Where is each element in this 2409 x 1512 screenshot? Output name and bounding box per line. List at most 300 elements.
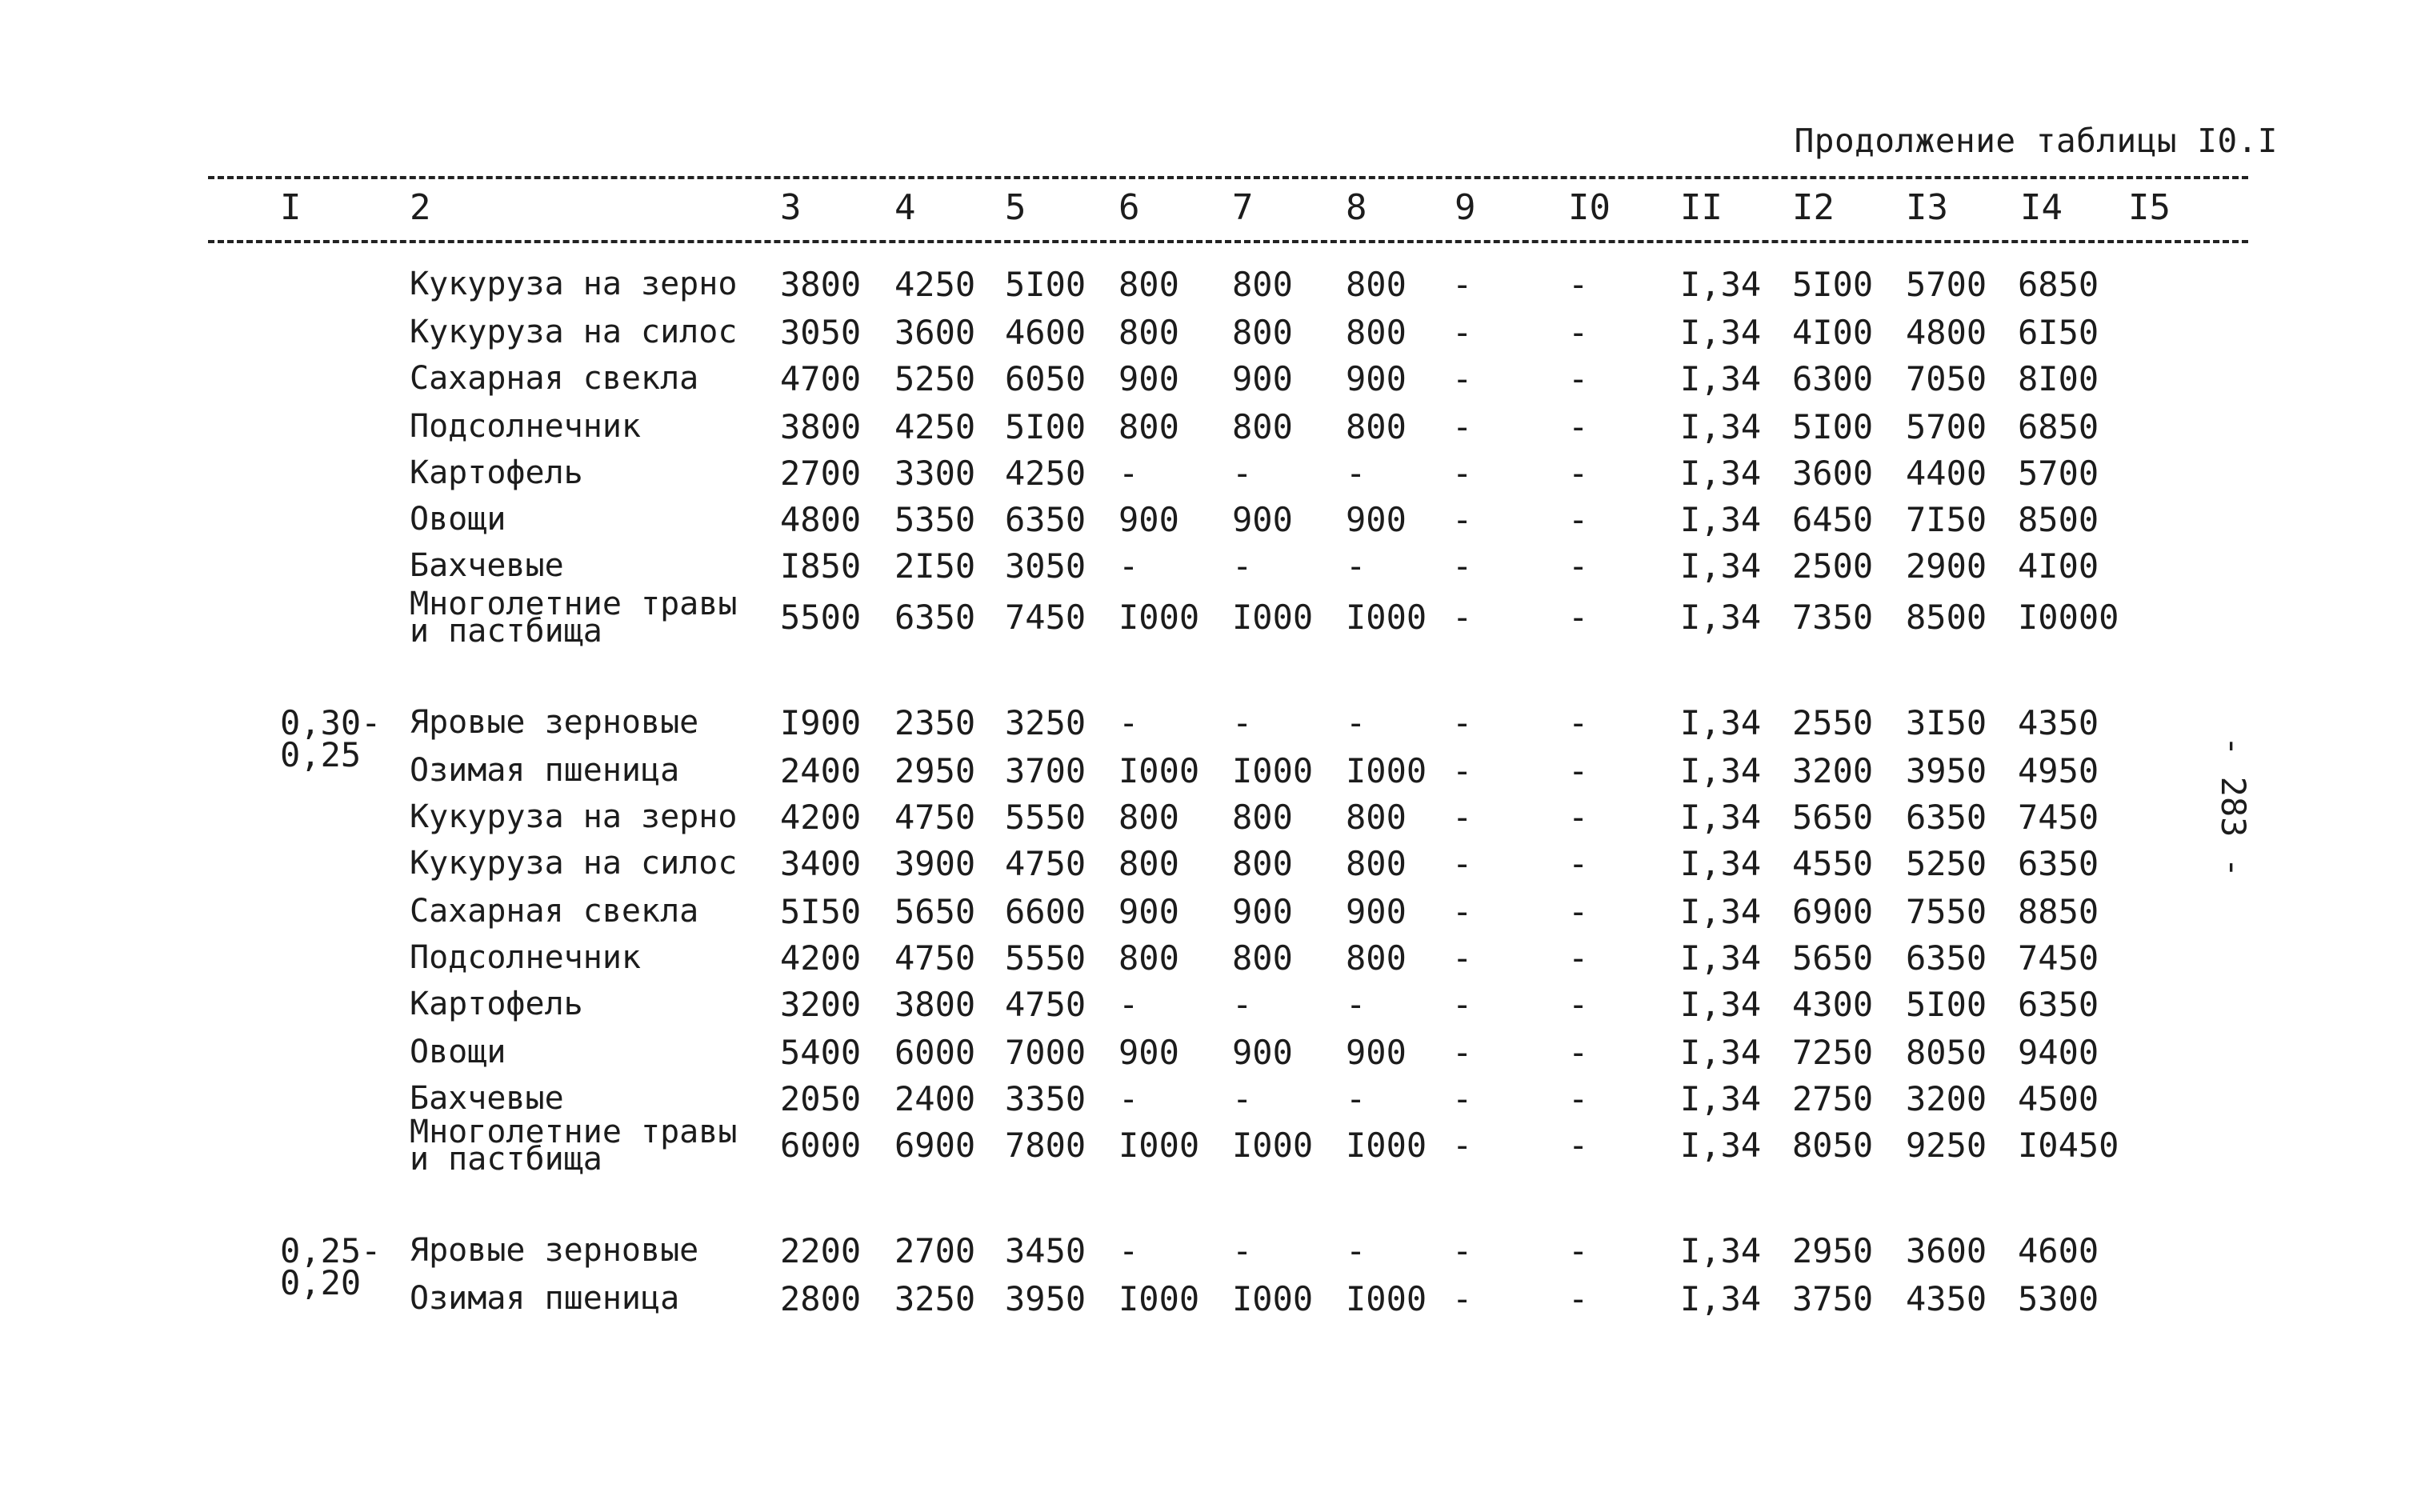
cell-col-11: I,34 (1680, 454, 1762, 493)
cell-col-6: 800 (1118, 265, 1179, 304)
table-caption: Продолжение таблицы I0.I (1794, 122, 2278, 160)
cell-col-8: 900 (1346, 359, 1407, 398)
cell-col-14: 6850 (2018, 265, 2099, 304)
cell-col-5: 7450 (1005, 598, 1086, 637)
cell-col-4: 2700 (894, 1231, 976, 1270)
cell-col-3: 5400 (780, 1033, 862, 1072)
cell-col-12: 7350 (1792, 598, 1874, 637)
cell-col-13: 3I50 (1906, 703, 1987, 742)
cell-col-6: I000 (1118, 598, 1200, 637)
group-label-line: 0,25 (280, 735, 362, 774)
cell-col-6: - (1118, 454, 1139, 493)
cell-col-3: 4200 (780, 798, 862, 837)
cell-col-11: I,34 (1680, 1033, 1762, 1072)
cell-col-7: 800 (1232, 407, 1293, 446)
cell-col-10: - (1568, 1279, 1589, 1318)
cell-col-9: - (1452, 1126, 1473, 1165)
cell-col-12: 6300 (1792, 359, 1874, 398)
column-header-4: 4 (894, 187, 916, 228)
cell-col-14: 5300 (2018, 1279, 2099, 1318)
cell-col-6: I000 (1118, 751, 1200, 790)
cell-col-3: 3800 (780, 265, 862, 304)
cell-col-11: I,34 (1680, 359, 1762, 398)
crop-name-line: Картофель (410, 454, 583, 491)
cell-col-12: 5650 (1792, 798, 1874, 837)
crop-name-line: Овощи (410, 501, 506, 538)
group-label-line: 0,20 (280, 1263, 362, 1302)
cell-col-3: 5500 (780, 598, 862, 637)
cell-col-10: - (1568, 892, 1589, 931)
cell-col-9: - (1452, 892, 1473, 931)
crop-name (410, 1280, 680, 1317)
cell-col-11: I,34 (1680, 546, 1762, 586)
cell-col-12: 4300 (1792, 985, 1874, 1024)
cell-col-8: I000 (1346, 598, 1427, 637)
cell-col-11: I,34 (1680, 892, 1762, 931)
crop-name-line: и пастбища (410, 613, 602, 650)
crop-name (410, 752, 680, 789)
cell-col-8: - (1346, 1231, 1367, 1270)
crop-name-line: Подсолнечник (410, 939, 641, 976)
crop-name-line: Яровые зерновые (410, 1232, 699, 1269)
cell-col-5: 4750 (1005, 844, 1086, 883)
cell-col-14: 7450 (2018, 798, 2099, 837)
cell-col-10: - (1568, 359, 1589, 398)
cell-col-8: 800 (1346, 265, 1407, 304)
group-label-line: 0,25- (280, 1231, 382, 1270)
cell-col-10: - (1568, 1079, 1589, 1118)
cell-col-8: I000 (1346, 751, 1427, 790)
cell-col-12: 2550 (1792, 703, 1874, 742)
crop-name-line: Многолетние травы (410, 1114, 738, 1150)
cell-col-6: 900 (1118, 500, 1179, 539)
crop-name (410, 586, 738, 650)
cell-col-6: - (1118, 985, 1139, 1024)
cell-col-13: 5700 (1906, 407, 1987, 446)
cell-col-14: I0450 (2018, 1126, 2119, 1165)
cell-col-7: - (1232, 703, 1253, 742)
cell-col-6: 800 (1118, 938, 1179, 978)
cell-col-10: - (1568, 844, 1589, 883)
cell-col-6: - (1118, 703, 1139, 742)
crop-name (410, 845, 738, 882)
cell-col-5: 6050 (1005, 359, 1086, 398)
cell-col-5: 5I00 (1005, 407, 1086, 446)
cell-col-12: 2950 (1792, 1231, 1874, 1270)
column-header-13: I3 (1906, 187, 1948, 228)
cell-col-14: 4600 (2018, 1231, 2099, 1270)
cell-col-13: 5I00 (1906, 985, 1987, 1024)
column-header-2: 2 (410, 187, 431, 228)
column-header-11: II (1680, 187, 1723, 228)
cell-col-6: 900 (1118, 359, 1179, 398)
cell-col-8: 900 (1346, 892, 1407, 931)
cell-col-8: I000 (1346, 1126, 1427, 1165)
cell-col-8: 900 (1346, 500, 1407, 539)
cell-col-4: 2350 (894, 703, 976, 742)
cell-col-3: 3400 (780, 844, 862, 883)
cell-col-7: I000 (1232, 1126, 1314, 1165)
cell-col-14: 6I50 (2018, 313, 2099, 352)
cell-col-5: 6350 (1005, 500, 1086, 539)
cell-col-11: I,34 (1680, 598, 1762, 637)
crop-name-line: Кукуруза на зерно (410, 266, 738, 302)
crop-name-line: Кукуруза на зерно (410, 798, 738, 835)
cell-col-14: 7450 (2018, 938, 2099, 978)
cell-col-3: 2050 (780, 1079, 862, 1118)
cell-col-5: 7000 (1005, 1033, 1086, 1072)
cell-col-14: 6350 (2018, 844, 2099, 883)
cell-col-9: - (1452, 500, 1473, 539)
cell-col-12: 5650 (1792, 938, 1874, 978)
cell-col-8: 800 (1346, 313, 1407, 352)
cell-col-10: - (1568, 703, 1589, 742)
cell-col-10: - (1568, 454, 1589, 493)
cell-col-14: 8850 (2018, 892, 2099, 931)
cell-col-13: 8050 (1906, 1033, 1987, 1072)
cell-col-12: 6450 (1792, 500, 1874, 539)
cell-col-12: 7250 (1792, 1033, 1874, 1072)
cell-col-5: 4250 (1005, 454, 1086, 493)
crop-name (410, 704, 699, 741)
cell-col-7: 800 (1232, 938, 1293, 978)
cell-col-14: I0000 (2018, 598, 2119, 637)
cell-col-9: - (1452, 703, 1473, 742)
cell-col-6: 800 (1118, 798, 1179, 837)
column-header-3: 3 (780, 187, 802, 228)
crop-name (410, 266, 738, 302)
cell-col-11: I,34 (1680, 703, 1762, 742)
crop-name-line: Сахарная свекла (410, 893, 699, 930)
crop-name (410, 1034, 506, 1070)
crop-name (410, 314, 738, 350)
cell-col-10: - (1568, 500, 1589, 539)
cell-col-13: 6350 (1906, 938, 1987, 978)
cell-col-13: 3600 (1906, 1231, 1987, 1270)
cell-col-10: - (1568, 798, 1589, 837)
cell-col-6: 800 (1118, 407, 1179, 446)
cell-col-3: 3800 (780, 407, 862, 446)
cell-col-12: 3600 (1792, 454, 1874, 493)
cell-col-10: - (1568, 751, 1589, 790)
cell-col-5: 7800 (1005, 1126, 1086, 1165)
crop-name-line: Озимая пшеница (410, 1280, 680, 1317)
cell-col-13: 6350 (1906, 798, 1987, 837)
cell-col-12: 4550 (1792, 844, 1874, 883)
cell-col-4: 5250 (894, 359, 976, 398)
cell-col-11: I,34 (1680, 1231, 1762, 1270)
cell-col-9: - (1452, 1033, 1473, 1072)
cell-col-12: 2750 (1792, 1079, 1874, 1118)
crop-name-line: Сахарная свекла (410, 360, 699, 397)
cell-col-8: 800 (1346, 938, 1407, 978)
cell-col-9: - (1452, 844, 1473, 883)
crop-name-line: Овощи (410, 1034, 506, 1070)
cell-col-11: I,34 (1680, 751, 1762, 790)
group-label-line: 0,30- (280, 703, 382, 742)
cell-col-9: - (1452, 407, 1473, 446)
cell-col-11: I,34 (1680, 313, 1762, 352)
cell-col-9: - (1452, 265, 1473, 304)
crop-name (410, 454, 583, 491)
cell-col-13: 7I50 (1906, 500, 1987, 539)
crop-name (410, 1114, 738, 1178)
cell-col-8: - (1346, 985, 1367, 1024)
crop-name (410, 893, 699, 930)
cell-col-7: 900 (1232, 359, 1293, 398)
cell-col-9: - (1452, 313, 1473, 352)
cell-col-11: I,34 (1680, 407, 1762, 446)
cell-col-9: - (1452, 1231, 1473, 1270)
cell-col-3: 3200 (780, 985, 862, 1024)
crop-name-line: Подсолнечник (410, 408, 641, 445)
cell-col-4: 2950 (894, 751, 976, 790)
cell-col-6: I000 (1118, 1126, 1200, 1165)
cell-col-5: 5I00 (1005, 265, 1086, 304)
cell-col-5: 3450 (1005, 1231, 1086, 1270)
cell-col-10: - (1568, 265, 1589, 304)
crop-name-line: Кукуруза на силос (410, 314, 738, 350)
cell-col-8: 800 (1346, 798, 1407, 837)
crop-name-line: Бахчевые (410, 1080, 564, 1117)
cell-col-7: 900 (1232, 500, 1293, 539)
cell-col-11: I,34 (1680, 1126, 1762, 1165)
crop-name-line: Многолетние травы (410, 586, 738, 622)
cell-col-3: I850 (780, 546, 862, 586)
cell-col-13: 7050 (1906, 359, 1987, 398)
cell-col-7: 800 (1232, 265, 1293, 304)
cell-col-5: 4600 (1005, 313, 1086, 352)
cell-col-12: 2500 (1792, 546, 1874, 586)
cell-col-4: 3600 (894, 313, 976, 352)
cell-col-4: 4250 (894, 407, 976, 446)
cell-col-7: 800 (1232, 844, 1293, 883)
cell-col-10: - (1568, 313, 1589, 352)
cell-col-7: 900 (1232, 892, 1293, 931)
cell-col-4: 6000 (894, 1033, 976, 1072)
cell-col-8: 800 (1346, 844, 1407, 883)
cell-col-14: 8500 (2018, 500, 2099, 539)
cell-col-11: I,34 (1680, 1279, 1762, 1318)
cell-col-12: 8050 (1792, 1126, 1874, 1165)
cell-col-12: 5I00 (1792, 407, 1874, 446)
cell-col-4: 2I50 (894, 546, 976, 586)
group-label (280, 1231, 382, 1302)
cell-col-11: I,34 (1680, 500, 1762, 539)
crop-name (410, 408, 641, 445)
cell-col-9: - (1452, 985, 1473, 1024)
cell-col-8: I000 (1346, 1279, 1427, 1318)
cell-col-6: 900 (1118, 1033, 1179, 1072)
cell-col-9: - (1452, 454, 1473, 493)
cell-col-3: 2200 (780, 1231, 862, 1270)
cell-col-3: I900 (780, 703, 862, 742)
cell-col-13: 4800 (1906, 313, 1987, 352)
cell-col-9: - (1452, 1279, 1473, 1318)
group-label (280, 703, 382, 774)
cell-col-14: 9400 (2018, 1033, 2099, 1072)
cell-col-3: 5I50 (780, 892, 862, 931)
cell-col-11: I,34 (1680, 265, 1762, 304)
cell-col-5: 5550 (1005, 938, 1086, 978)
cell-col-14: 5700 (2018, 454, 2099, 493)
cell-col-9: - (1452, 798, 1473, 837)
cell-col-8: - (1346, 454, 1367, 493)
cell-col-9: - (1452, 751, 1473, 790)
cell-col-8: 900 (1346, 1033, 1407, 1072)
column-header-9: 9 (1455, 187, 1476, 228)
cell-col-14: 6850 (2018, 407, 2099, 446)
cell-col-4: 6900 (894, 1126, 976, 1165)
cell-col-5: 3250 (1005, 703, 1086, 742)
crop-name (410, 501, 506, 538)
cell-col-4: 3300 (894, 454, 976, 493)
crop-name (410, 547, 564, 584)
cell-col-4: 5650 (894, 892, 976, 931)
cell-col-6: - (1118, 546, 1139, 586)
cell-col-13: 4400 (1906, 454, 1987, 493)
cell-col-9: - (1452, 546, 1473, 586)
column-header-15: I5 (2128, 187, 2171, 228)
crop-name (410, 939, 641, 976)
cell-col-3: 4200 (780, 938, 862, 978)
cell-col-10: - (1568, 546, 1589, 586)
cell-col-12: 5I00 (1792, 265, 1874, 304)
cell-col-4: 3900 (894, 844, 976, 883)
cell-col-5: 5550 (1005, 798, 1086, 837)
cell-col-9: - (1452, 938, 1473, 978)
cell-col-10: - (1568, 938, 1589, 978)
cell-col-4: 6350 (894, 598, 976, 637)
cell-col-8: - (1346, 1079, 1367, 1118)
cell-col-11: I,34 (1680, 1079, 1762, 1118)
cell-col-14: 4950 (2018, 751, 2099, 790)
cell-col-3: 2400 (780, 751, 862, 790)
cell-col-4: 4750 (894, 798, 976, 837)
cell-col-3: 4800 (780, 500, 862, 539)
cell-col-7: - (1232, 1079, 1253, 1118)
cell-col-8: 800 (1346, 407, 1407, 446)
cell-col-7: 800 (1232, 313, 1293, 352)
column-header-5: 5 (1005, 187, 1026, 228)
cell-col-4: 3800 (894, 985, 976, 1024)
crop-name (410, 1232, 699, 1269)
cell-col-13: 9250 (1906, 1126, 1987, 1165)
crop-name-line: Кукуруза на силос (410, 845, 738, 882)
cell-col-5: 3350 (1005, 1079, 1086, 1118)
crop-name-line: Бахчевые (410, 547, 564, 584)
cell-col-6: 900 (1118, 892, 1179, 931)
crop-name-line: Яровые зерновые (410, 704, 699, 741)
cell-col-9: - (1452, 598, 1473, 637)
cell-col-5: 3700 (1005, 751, 1086, 790)
cell-col-4: 3250 (894, 1279, 976, 1318)
cell-col-4: 4250 (894, 265, 976, 304)
cell-col-6: - (1118, 1079, 1139, 1118)
cell-col-3: 3050 (780, 313, 862, 352)
cell-col-3: 6000 (780, 1126, 862, 1165)
cell-col-7: - (1232, 454, 1253, 493)
cell-col-4: 2400 (894, 1079, 976, 1118)
cell-col-8: - (1346, 546, 1367, 586)
cell-col-12: 3750 (1792, 1279, 1874, 1318)
cell-col-11: I,34 (1680, 844, 1762, 883)
cell-col-8: - (1346, 703, 1367, 742)
column-header-10: I0 (1568, 187, 1611, 228)
cell-col-7: 800 (1232, 798, 1293, 837)
crop-name-line: и пастбища (410, 1141, 602, 1178)
cell-col-13: 5700 (1906, 265, 1987, 304)
column-header-12: I2 (1792, 187, 1835, 228)
cell-col-13: 3200 (1906, 1079, 1987, 1118)
cell-col-7: I000 (1232, 751, 1314, 790)
cell-col-3: 4700 (780, 359, 862, 398)
cell-col-7: I000 (1232, 1279, 1314, 1318)
cell-col-9: - (1452, 1079, 1473, 1118)
cell-col-14: 4500 (2018, 1079, 2099, 1118)
cell-col-5: 3050 (1005, 546, 1086, 586)
cell-col-12: 4I00 (1792, 313, 1874, 352)
column-header-7: 7 (1232, 187, 1254, 228)
crop-name (410, 360, 699, 397)
page-number: - 283 - (2214, 736, 2253, 878)
cell-col-6: 800 (1118, 313, 1179, 352)
cell-col-5: 4750 (1005, 985, 1086, 1024)
cell-col-11: I,34 (1680, 985, 1762, 1024)
cell-col-10: - (1568, 1231, 1589, 1270)
cell-col-12: 3200 (1792, 751, 1874, 790)
cell-col-14: 8I00 (2018, 359, 2099, 398)
cell-col-11: I,34 (1680, 798, 1762, 837)
cell-col-7: - (1232, 985, 1253, 1024)
column-header-8: 8 (1346, 187, 1367, 228)
cell-col-10: - (1568, 985, 1589, 1024)
cell-col-14: 4350 (2018, 703, 2099, 742)
cell-col-13: 7550 (1906, 892, 1987, 931)
cell-col-10: - (1568, 1126, 1589, 1165)
cell-col-14: 4I00 (2018, 546, 2099, 586)
crop-name (410, 986, 583, 1022)
column-header-6: 6 (1118, 187, 1140, 228)
crop-name-line: Картофель (410, 986, 583, 1022)
cell-col-6: - (1118, 1231, 1139, 1270)
cell-col-6: 800 (1118, 844, 1179, 883)
cell-col-14: 6350 (2018, 985, 2099, 1024)
cell-col-3: 2800 (780, 1279, 862, 1318)
crop-name (410, 798, 738, 835)
cell-col-4: 4750 (894, 938, 976, 978)
cell-col-5: 3950 (1005, 1279, 1086, 1318)
cell-col-13: 3950 (1906, 751, 1987, 790)
crop-name (410, 1080, 564, 1117)
crop-name-line: Озимая пшеница (410, 752, 680, 789)
cell-col-13: 5250 (1906, 844, 1987, 883)
column-header-14: I4 (2020, 187, 2063, 228)
cell-col-3: 2700 (780, 454, 862, 493)
cell-col-10: - (1568, 1033, 1589, 1072)
cell-col-7: 900 (1232, 1033, 1293, 1072)
cell-col-12: 6900 (1792, 892, 1874, 931)
cell-col-7: I000 (1232, 598, 1314, 637)
cell-col-6: I000 (1118, 1279, 1200, 1318)
cell-col-13: 4350 (1906, 1279, 1987, 1318)
cell-col-7: - (1232, 546, 1253, 586)
cell-col-10: - (1568, 407, 1589, 446)
cell-col-13: 2900 (1906, 546, 1987, 586)
cell-col-13: 8500 (1906, 598, 1987, 637)
cell-col-11: I,34 (1680, 938, 1762, 978)
column-header-1: I (280, 187, 302, 228)
